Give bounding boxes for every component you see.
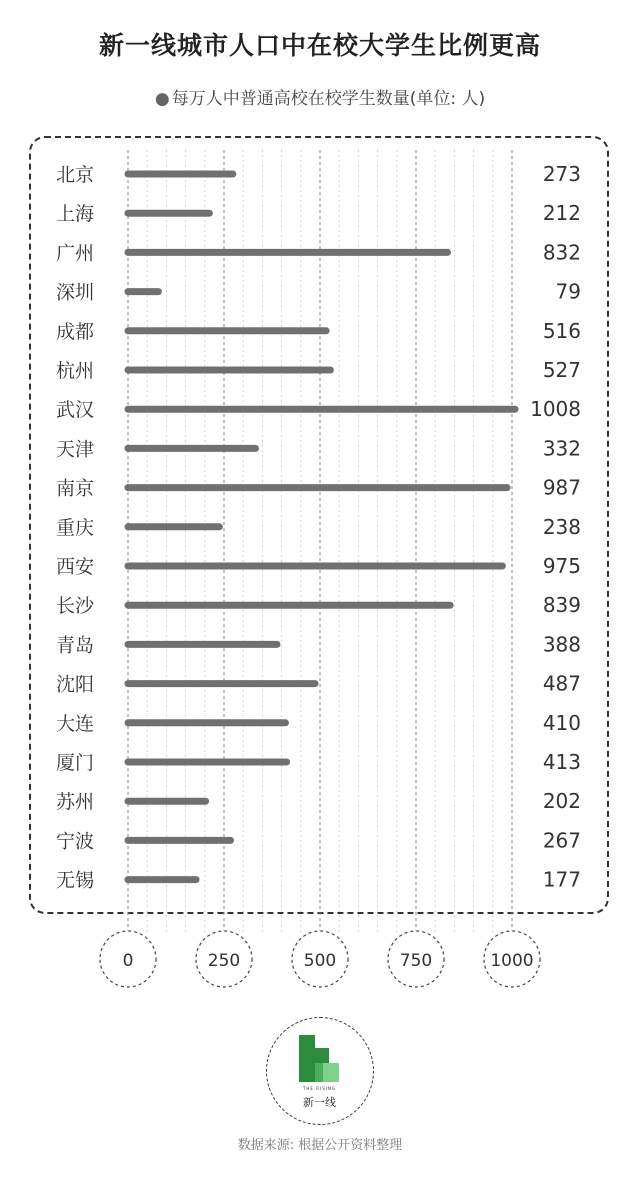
value-label: 332 bbox=[542, 436, 581, 461]
category-label: 杭州 bbox=[56, 360, 95, 382]
category-label: 苏州 bbox=[56, 791, 95, 814]
subtitle-text: 每万人中普通高校在校学生数量(单位: 人) bbox=[171, 89, 486, 109]
category-label: 武汉 bbox=[56, 399, 95, 422]
subtitle-marker: ● bbox=[154, 89, 170, 109]
logo-small-text: THE RISING bbox=[302, 1086, 337, 1091]
value-label: 79 bbox=[555, 279, 581, 304]
category-label: 北京 bbox=[56, 164, 95, 186]
category-label: 西安 bbox=[56, 556, 95, 578]
value-label: 273 bbox=[542, 162, 581, 186]
value-label: 516 bbox=[542, 318, 581, 343]
category-label: 宁波 bbox=[56, 830, 95, 853]
value-label: 413 bbox=[542, 750, 581, 774]
value-label: 410 bbox=[542, 710, 581, 735]
category-label: 上海 bbox=[56, 203, 95, 226]
category-label: 青岛 bbox=[56, 634, 95, 657]
category-label: 无锡 bbox=[56, 869, 95, 892]
tick-label: 500 bbox=[303, 951, 337, 971]
category-label: 大连 bbox=[56, 712, 95, 735]
value-label: 212 bbox=[542, 201, 581, 226]
tick-label: 250 bbox=[207, 951, 241, 971]
value-label: 527 bbox=[542, 358, 581, 382]
category-label: 沈阳 bbox=[56, 673, 95, 696]
tick-label: 1000 bbox=[490, 951, 534, 971]
category-label: 成都 bbox=[56, 320, 95, 343]
tick-label: 0 bbox=[122, 951, 134, 971]
value-label: 839 bbox=[542, 593, 581, 618]
category-label: 长沙 bbox=[56, 595, 95, 618]
data-source: 数据来源: 根据公开资料整理 bbox=[237, 1138, 403, 1153]
value-label: 832 bbox=[542, 240, 581, 265]
chart-title: 新一线城市人口中在校大学生比例更高 bbox=[98, 31, 541, 60]
value-label: 238 bbox=[542, 514, 581, 539]
category-label: 南京 bbox=[56, 477, 95, 500]
value-label: 1008 bbox=[530, 397, 581, 422]
category-label: 天津 bbox=[56, 438, 95, 461]
value-label: 975 bbox=[542, 554, 581, 578]
logo-brand-text: 新一线 bbox=[303, 1096, 336, 1109]
value-label: 177 bbox=[542, 867, 581, 892]
category-label: 广州 bbox=[56, 242, 95, 265]
value-label: 202 bbox=[542, 789, 581, 814]
category-label: 深圳 bbox=[56, 281, 95, 304]
value-label: 388 bbox=[542, 632, 581, 657]
category-label: 厦门 bbox=[56, 752, 95, 774]
value-label: 487 bbox=[542, 671, 581, 696]
value-label: 987 bbox=[542, 475, 581, 500]
value-label: 267 bbox=[542, 828, 581, 853]
category-label: 重庆 bbox=[56, 516, 95, 539]
tick-label: 750 bbox=[399, 951, 433, 971]
brand-logo bbox=[266, 1017, 374, 1125]
